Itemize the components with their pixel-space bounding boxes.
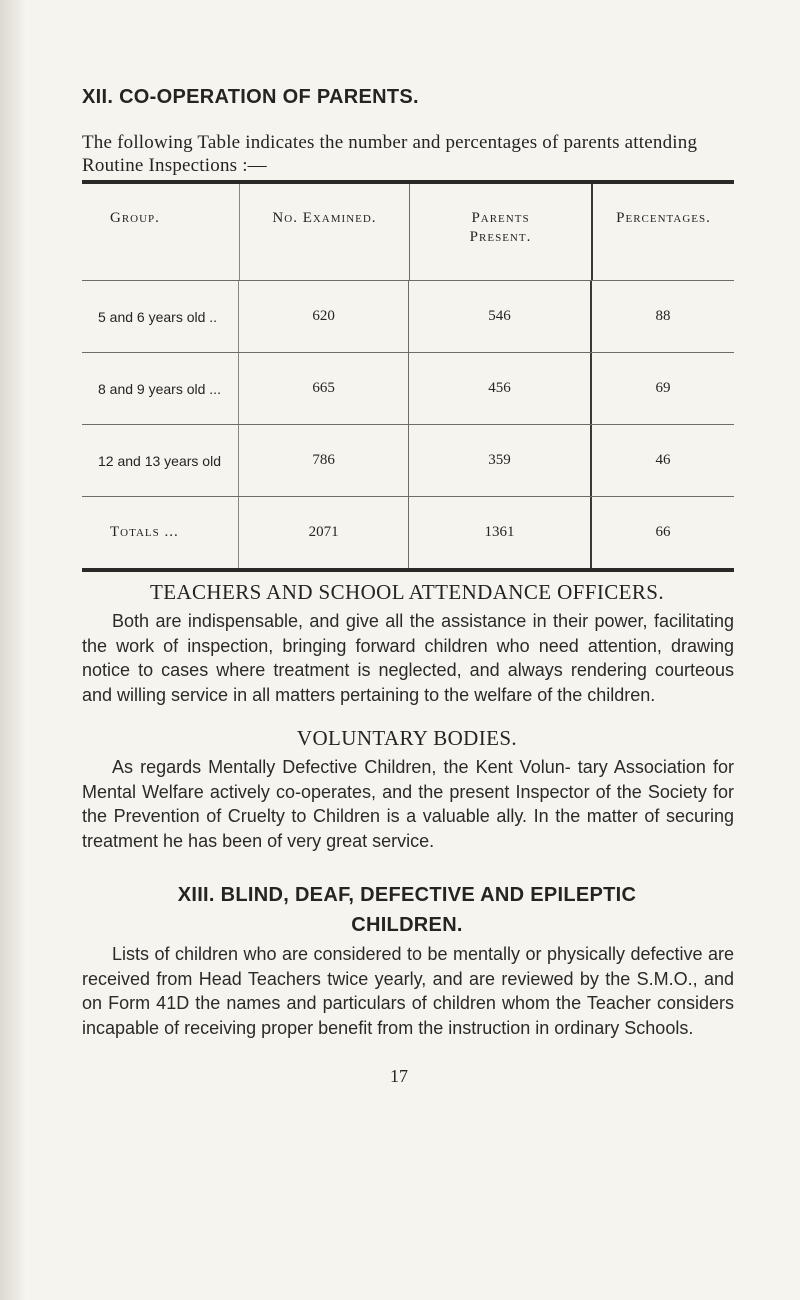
- teachers-paragraph: Both are indispensable, and give all the assistance in their power, facilitating the work of inspection, bringing forward children who need attention, drawing notice to cases where treatment is neglected, and always rendering courteous and willing service in all matters pertaining to the welfare of the children.: [82, 611, 734, 705]
- section-12-intro: The following Table indicates the number and percentages of parents attending Routine Inspections :—: [82, 132, 698, 176]
- table-row: [82, 425, 734, 497]
- voluntary-bodies-heading: VOLUNTARY BODIES.: [296, 726, 518, 750]
- voluntary-bodies-paragraph: As regards Mentally Defective Children, the Kent Volun- tary Association for Mental Welfare actively co-operates, and the present Inspector of the Society for the Prevention of Cruelty to Children is a valuable ally. In the matter of securing treatment he has been of very great service.: [82, 757, 734, 851]
- row-examined: 2071: [238, 497, 408, 568]
- row-present: 546: [408, 281, 590, 352]
- row-examined: 786: [238, 425, 408, 496]
- row-percentage: 66: [590, 497, 734, 568]
- section-12-heading: XII. CO-OPERATION OF PARENTS.: [82, 86, 419, 108]
- parents-attendance-table: [82, 180, 734, 572]
- row-examined: 620: [238, 281, 408, 352]
- table-row: [82, 353, 734, 425]
- page-number: 17: [390, 1066, 408, 1086]
- table-header-row: [82, 184, 734, 281]
- row-group: 12 and 13 years old: [98, 452, 221, 469]
- row-present: 1361: [408, 497, 590, 568]
- header-group: Group.: [110, 210, 160, 226]
- row-percentage: 69: [590, 353, 734, 424]
- header-parents-present-text: Parents Present.: [469, 210, 532, 245]
- header-parents-present: [409, 184, 591, 280]
- row-group: 5 and 6 years old ..: [98, 308, 218, 325]
- section-13-heading-line1: XIII. BLIND, DEAF, DEFECTIVE AND EPILEPTIC: [177, 884, 637, 906]
- row-examined: 665: [238, 353, 408, 424]
- section-13-paragraph: Lists of children who are considered to be mentally or physically defective are received from Head Teachers twice yearly, and are reviewed by the S.M.O., and on Form 41D the names and particulars of children whom the Teacher considers incapable of receiving proper benefit from the instruction in ordinary Schools.: [82, 944, 734, 1038]
- page-edge-shadow: [0, 0, 26, 1300]
- row-group: Totals ...: [110, 524, 179, 540]
- header-examined: No. Examined.: [239, 184, 409, 280]
- row-group: 8 and 9 years old ...: [98, 380, 221, 397]
- teachers-heading: TEACHERS AND SCHOOL ATTENDANCE OFFICERS.: [149, 580, 665, 604]
- row-present: 456: [408, 353, 590, 424]
- section-13-heading-line2: CHILDREN.: [351, 914, 463, 936]
- section-13-heading: [72, 880, 742, 940]
- row-present: 359: [408, 425, 590, 496]
- row-percentage: 88: [590, 281, 734, 352]
- table-totals-row: [82, 497, 734, 568]
- row-percentage: 46: [590, 425, 734, 496]
- table-row: [82, 281, 734, 353]
- header-percentages: Percentages.: [591, 184, 734, 280]
